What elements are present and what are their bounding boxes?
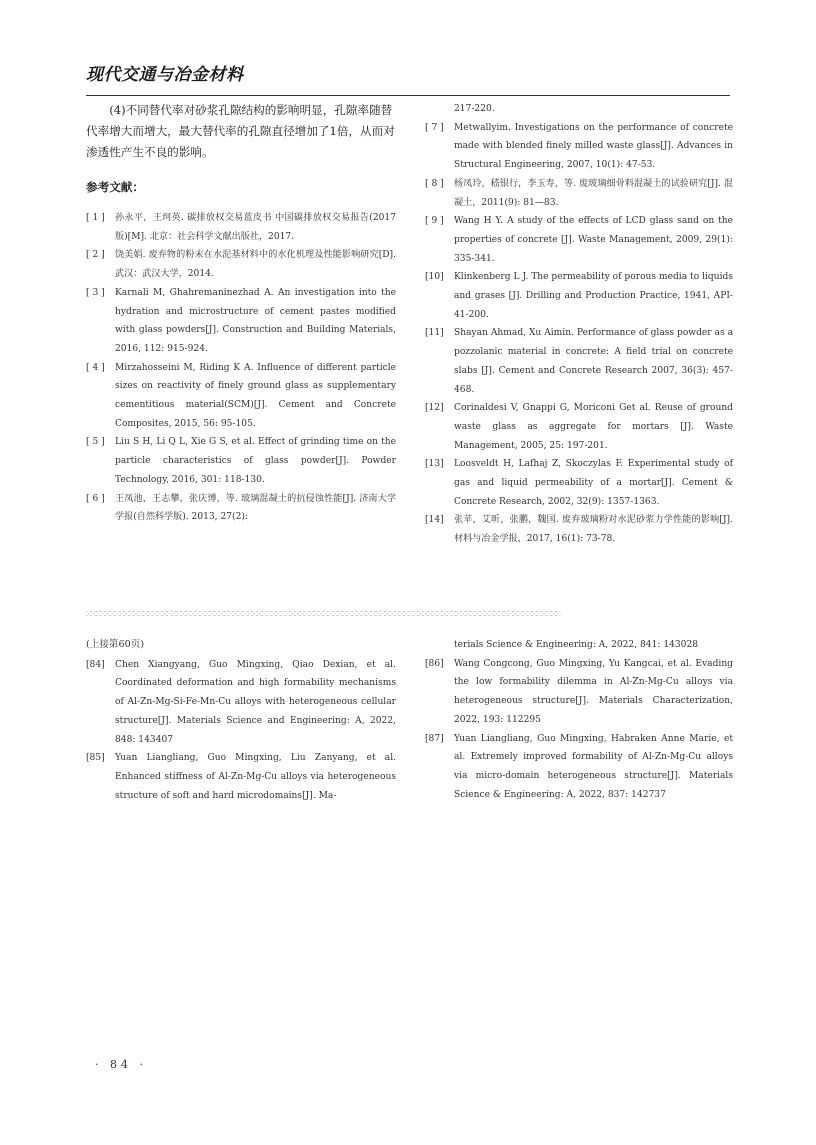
reference-number: [ 8 ] (425, 178, 444, 189)
reference-number: [84] (86, 659, 105, 670)
reference-item-3 (86, 284, 396, 359)
reference-item-1 (86, 209, 396, 246)
reference-item-8 (425, 175, 733, 212)
reference-number: [10] (425, 272, 444, 283)
reference-item-2 (86, 246, 396, 283)
continued-right-column (425, 636, 733, 804)
right-column (425, 100, 733, 549)
reference-item-10 (425, 268, 733, 324)
journal-title: 现代交通与冶金材料 (86, 65, 244, 85)
reference-text: Karnali M, Ghahremaninezhad A. An investigation into the hydration and microstructure of cement pastes modified with glass powders[J]. Construction and Building Materials, 2016, 112: 915-924. (115, 287, 396, 354)
reference-text: Klinkenberg L J. The permeability of porous media to liquids and grases [J]. Drilling and Production Practice, 1941, API-41-200. (454, 272, 733, 320)
reference-text: Chen Xiangyang, Guo Mingxing, Qiao Dexian, et al. Coordinated deformation and high formability mechanisms of Al-Zn-Mg-Si-Fe-Mn-Cu alloys with heterogeneous cellular structure[J]. Materials Science and Engineering: A, 2022, 848: 143407 (115, 659, 396, 745)
conclusion-paragraph: (4)不同替代率对砂浆孔隙结构的影响明显，孔隙率随替代率增大而增大，最大替代率的孔隙直径增加了1倍，从而对渗透性产生不良的影响。 (86, 103, 395, 159)
reference-item-14 (425, 511, 733, 548)
reference-text: 张苹，艾昕，张鹏，魏国. 废弃玻璃粉对水泥砂浆力学性能的影响[J]. 材料与冶金学报，2017, 16(1): 73-78. (454, 515, 733, 545)
reference-item-6 (86, 490, 396, 527)
reference-continuation: terials Science & Engineering: A, 2022, 841: 143028 (454, 640, 699, 650)
reference-number: [ 2 ] (86, 250, 105, 261)
reference-number: [ 7 ] (425, 122, 444, 133)
reference-item-85 (86, 749, 396, 805)
reference-number: [86] (425, 658, 444, 669)
reference-text: Mirzahosseini M, Riding K A. Influence of different particle sizes on reactivity of finely ground glass as supplementary cementitious material(SCM)[J]. Cement and Concrete Composites, 2015, 56: 95-105. (115, 362, 396, 429)
reference-number: [87] (425, 733, 444, 744)
reference-item-4 (86, 359, 396, 434)
reference-number: [ 9 ] (425, 216, 444, 227)
reference-item-9 (425, 212, 733, 268)
reference-number: [14] (425, 515, 444, 526)
reference-number: [ 1 ] (86, 213, 105, 223)
reference-item-87 (425, 730, 733, 805)
reference-number: [ 6 ] (86, 493, 105, 504)
reference-continuation: 217-220. (454, 104, 495, 114)
page-number: · 84 · (95, 1058, 147, 1071)
reference-number: [12] (425, 403, 444, 414)
reference-item-12 (425, 399, 733, 455)
reference-text: Wang Congcong, Guo Mingxing, Yu Kangcai, et al. Evading the low formability dilemma in Al-Zn-Mg-Cu alloys via heterogeneous structure[J]. Materials Characterization, 2022, 193: 112295 (454, 658, 733, 725)
continued-from-note: (上接第60页) (86, 639, 145, 650)
header-rule (86, 95, 730, 96)
reference-number: [ 4 ] (86, 362, 105, 373)
references-heading: 参考文献： (86, 180, 144, 194)
reference-text: 饶美娟. 废弃物的粉末在水泥基材料中的水化机理及性能影响研究[D]. 武汉：武汉大学，2014. (115, 250, 396, 280)
reference-text: Liu S H, Li Q L, Xie G S, et al. Effect of grinding time on the particle characteristics of glass powder[J]. Powder Technology, 2016, 301: 118-130. (115, 437, 396, 485)
reference-number: [ 3 ] (86, 287, 105, 298)
reference-number: [13] (425, 459, 444, 470)
left-column (86, 100, 396, 527)
reference-item-5 (86, 433, 396, 489)
reference-item-86 (425, 655, 733, 730)
reference-text: Loosveldt H, Lafhaj Z, Skoczylas F. Experimental study of gas and liquid permeability of a mortar[J]. Cement & Concrete Research, 2002, 32(9): 1357-1363. (454, 459, 733, 507)
reference-text: 杨凤玲，嵇银行，李玉寿，等. 废玻璃细骨料混凝土的试验研究[J]. 混凝土，2011(9): 81—83. (454, 178, 733, 208)
reference-list-left (86, 209, 396, 527)
reference-text: Yuan Liangliang, Guo Mingxing, Liu Zanyang, et al. Enhanced stiffness of Al-Zn-Mg-Cu alloys via heterogeneous structure of soft and hard microdomains[J]. Ma- (115, 753, 396, 801)
continued-left-column (86, 636, 396, 805)
reference-text: Yuan Liangliang, Guo Mingxing, Habraken Anne Marie, et al. Extremely improved formability of Al-Zn-Mg-Cu alloys via micro-domain heterogeneous structure[J]. Materials Science & Engineering: A, 2022, 837: 142737 (454, 733, 733, 800)
reference-text: Wang H Y. A study of the effects of LCD glass sand on the properties of concrete [J]. Waste Management, 2009, 29(1): 335-341. (454, 216, 733, 264)
reference-text: Metwallyim. Investigations on the performance of concrete made with blended finely milled waste glass[J]. Advances in Structural Engineering, 2007, 10(1): 47-53. (454, 122, 733, 171)
reference-text: 孙永平，王珂英. 碳排放权交易蓝皮书 中国碳排放权交易报告(2017版)[M]. 北京：社会科学文献出版社，2017. (115, 213, 396, 242)
reference-text: Shayan Ahmad, Xu Aimin. Performance of glass powder as a pozzolanic material in concrete: A field trial on concrete slabs [J]. Cement and Concrete Research 2007, 36(3): 457-468. (454, 328, 733, 395)
reference-item-13 (425, 455, 733, 511)
reference-text: Corinaldesi V, Gnappi G, Moriconi Get al. Reuse of ground waste glass as aggregate for mortars [J]. Waste Management, 2005, 25: 197-201. (454, 403, 733, 451)
reference-number: [ 5 ] (86, 437, 105, 448)
reference-number: [85] (86, 753, 105, 764)
section-divider: ⵘⵘⵘⵘⵘⵘⵘⵘⵘⵘⵘⵘⵘⵘⵘⵘⵘⵘⵘⵘⵘⵘⵘⵘⵘⵘⵘⵘⵘⵘⵘⵘⵘⵘⵘⵘⵘⵘⵘⵘⵘⵘⵘⵘⵘⵘⵘⵘⵘⵘⵘⵘⵘⵘⵘⵘⵘⵘⵘⵘⵘⵘⵘⵘⵘⵘⵘⵘⵘⵘⵘⵘⵘⵘⵘⵘⵘⵘⵘⵘⵘⵘⵘⵘⵘⵘⵘⵘⵘⵘⵘⵘⵘⵘⵘⵘⵘⵘⵘⵘ (86, 610, 561, 618)
reference-item-84 (86, 656, 396, 750)
reference-item-7 (425, 119, 733, 175)
reference-list-right (425, 119, 733, 549)
reference-number: [11] (425, 328, 444, 339)
reference-text: 王凤池，王志攀，张庆博，等. 玻璃混凝土的抗侵蚀性能[J]. 济南大学学报(自然科学版). 2013, 27(2): (115, 493, 396, 523)
reference-item-11 (425, 324, 733, 399)
